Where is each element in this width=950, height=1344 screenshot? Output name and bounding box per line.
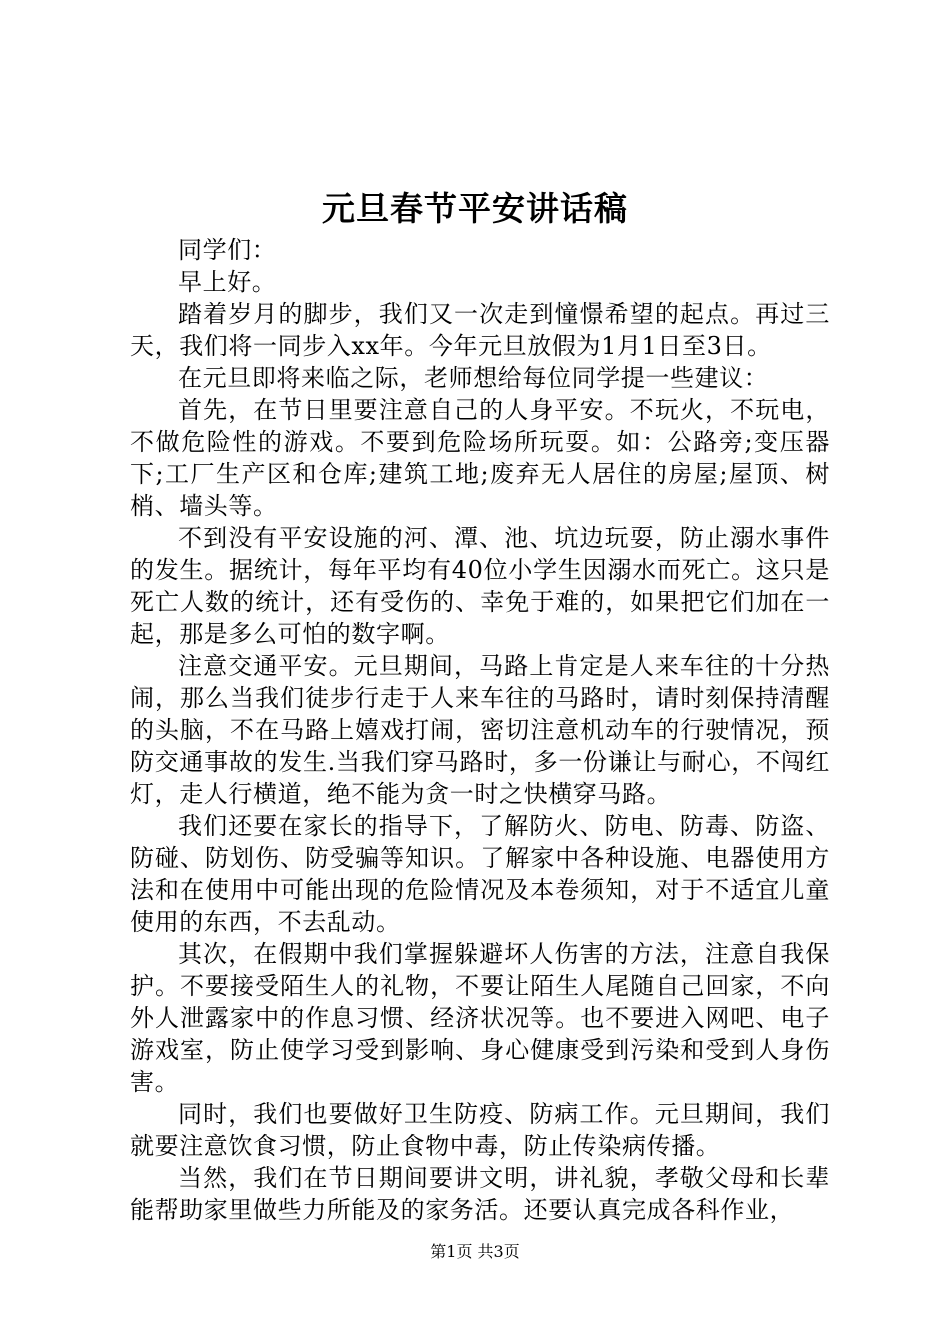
paragraph-self-protection: 其次，在假期中我们掌握躲避坏人伤害的方法，注意自我保护。不要接受陌生人的礼物，不要让陌生人尾随自己回家，不向外人泄露家中的作息习惯、经济状况等。也不要进入网吧、电子游戏室，防止使学习受到影响、身心健康受到污染和受到人身伤害。 [130,940,830,1096]
document-title: 元旦春节平安讲话稿 [322,189,628,228]
paragraph-drowning: 不到没有平安设施的河、潭、池、坑边玩耍，防止溺水事件的发生。据统计，每年平均有40位小学生因溺水而死亡。这只是死亡人数的统计，还有受伤的、幸免于难的，如果把它们加在一起，那是多么可怕的数字啊。 [130,524,830,648]
paragraph-home-safety: 我们还要在家长的指导下，了解防火、防电、防毒、防盗、防碰、防划伤、防受骗等知识。了解家中各种设施、电器使用方法和在使用中可能出现的危险情况及本卷须知，对于不适宜儿童使用的东西，不去乱动。 [130,812,830,936]
paragraph-traffic-safety: 注意交通平安。元旦期间，马路上肯定是人来车往的十分热闹，那么当我们徒步行走于人来车往的马路时，请时刻保持清醒的头脑，不在马路上嬉戏打闹，密切注意机动车的行驶情况，预防交通事故的发生.当我们穿马路时，多一份谦让与耐心，不闯红灯，走人行横道，绝不能为贪一时之快横穿马路。 [130,652,830,808]
paragraph-intro: 踏着岁月的脚步，我们又一次走到憧憬希望的起点。再过三天，我们将一同步入xx年。今年元旦放假为1月1日至3日。 [130,300,830,360]
page-number-footer: 第1页 共3页 [430,1242,520,1261]
paragraph-good-morning: 早上好。 [178,268,277,296]
document-body [130,234,830,1226]
paragraph-personal-safety: 首先，在节日里要注意自己的人身平安。不玩火，不玩电，不做危险性的游戏。不要到危险场所玩耍。如：公路旁;变压器下;工厂生产区和仓库;建筑工地;废弃无人居住的房屋;屋顶、树梢、墙头等。 [130,396,830,520]
paragraph-suggestions-lead: 在元旦即将来临之际，老师想给每位同学提一些建议： [178,364,769,392]
paragraph-manners: 当然，我们在节日期间要讲文明，讲礼貌，孝敬父母和长辈能帮助家里做些力所能及的家务活。还要认真完成各科作业， [130,1164,830,1224]
paragraph-hygiene: 同时，我们也要做好卫生防疫、防病工作。元旦期间，我们就要注意饮食习惯，防止食物中毒，防止传染病传播。 [130,1100,830,1160]
paragraph-greeting: 同学们： [178,236,277,264]
